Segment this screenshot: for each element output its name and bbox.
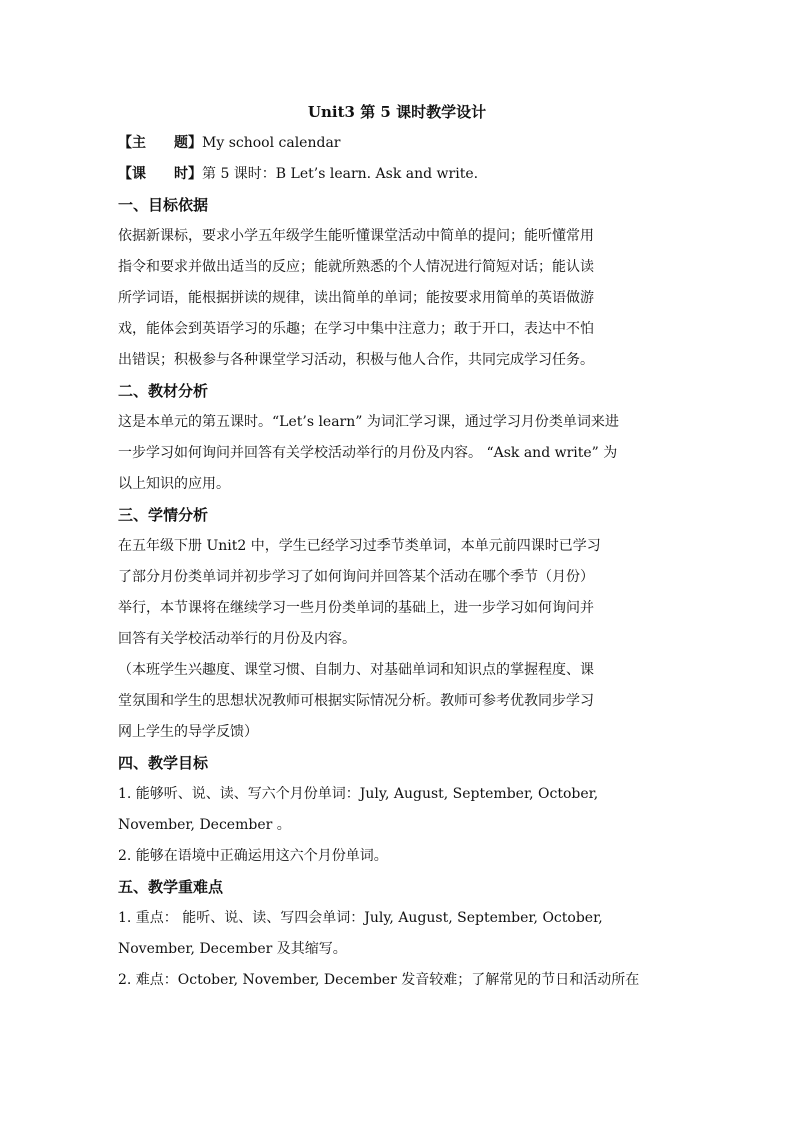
document-title: Unit3 第 5 课时教学设计	[307, 103, 487, 121]
section-heading-teaching-objectives: 四、教学目标	[118, 754, 209, 772]
section-heading-objective-basis: 一、目标依据	[118, 196, 209, 214]
paragraph-line: 2. 能够在语境中正确运用这六个月份单词。	[118, 848, 388, 864]
paragraph-line: 堂氛围和学生的思想状况教师可根据实际情况分析。教师可参考优教同步学习	[118, 693, 594, 709]
section-body-key-difficult-points	[118, 903, 676, 996]
section-body-student-analysis	[118, 531, 676, 748]
paragraph-line: 一步学习如何询问并回答有关学校活动举行的月份及内容。 “Ask and write” 为	[118, 445, 618, 461]
topic-label: 【主 题】	[118, 135, 202, 151]
paragraph-line: 这是本单元的第五课时。“Let’s learn” 为词汇学习课，通过学习月份类单词来进	[118, 414, 619, 430]
paragraph-line: 出错误；积极参与各种课堂学习活动，积极与他人合作，共同完成学习任务。	[118, 352, 594, 368]
paragraph-line: （本班学生兴趣度、课堂习惯、自制力、对基础单词和知识点的掌握程度、课	[118, 662, 594, 678]
paragraph-line: 网上学生的导学反馈）	[118, 724, 258, 740]
paragraph-line: 回答有关学校活动举行的月份及内容。	[118, 631, 356, 647]
section-body-textbook-analysis	[118, 407, 676, 500]
paragraph-line: 以上知识的应用。	[118, 476, 230, 492]
section-body-objective-basis	[118, 221, 676, 376]
paragraph-line: 1. 重点： 能听、说、读、写四会单词：July, August, September, October,	[118, 910, 603, 926]
topic-value: My school calendar	[202, 135, 341, 151]
section-heading-student-analysis: 三、学情分析	[118, 506, 209, 524]
paragraph-line: 1. 能够听、说、读、写六个月份单词：July, August, September, October,	[118, 786, 599, 802]
period-value: 第 5 课时：B Let’s learn. Ask and write.	[202, 166, 479, 182]
document-page	[118, 96, 676, 996]
paragraph-line: 所学词语，能根据拼读的规律，读出简单的单词；能按要求用简单的英语做游	[118, 290, 594, 306]
section-body-teaching-objectives	[118, 779, 676, 872]
paragraph-line: November, December 。	[118, 817, 291, 833]
section-heading-key-difficult-points: 五、教学重难点	[118, 878, 224, 896]
paragraph-line: 在五年级下册 Unit2 中，学生已经学习过季节类单词，本单元前四课时已学习	[118, 538, 601, 554]
paragraph-line: 戏，能体会到英语学习的乐趣；在学习中集中注意力；敢于开口，表达中不怕	[118, 321, 594, 337]
paragraph-line: 了部分月份类单词并初步学习了如何询问并回答某个活动在哪个季节（月份）	[118, 569, 594, 585]
paragraph-line: 2. 难点：October, November, December 发音较难；了解常见的节日和活动所在	[118, 972, 640, 988]
section-heading-textbook-analysis: 二、教材分析	[118, 382, 209, 400]
paragraph-line: 举行，本节课将在继续学习一些月份类单词的基础上，进一步学习如何询问并	[118, 600, 594, 616]
paragraph-line: 依据新课标，要求小学五年级学生能听懂课堂活动中简单的提问；能听懂常用	[118, 228, 594, 244]
period-label: 【课 时】	[118, 166, 202, 182]
paragraph-line: 指令和要求并做出适当的反应；能就所熟悉的个人情况进行简短对话；能认读	[118, 259, 594, 275]
paragraph-line: November, December 及其缩写。	[118, 941, 347, 957]
topic-line	[118, 128, 676, 159]
period-line	[118, 159, 676, 190]
